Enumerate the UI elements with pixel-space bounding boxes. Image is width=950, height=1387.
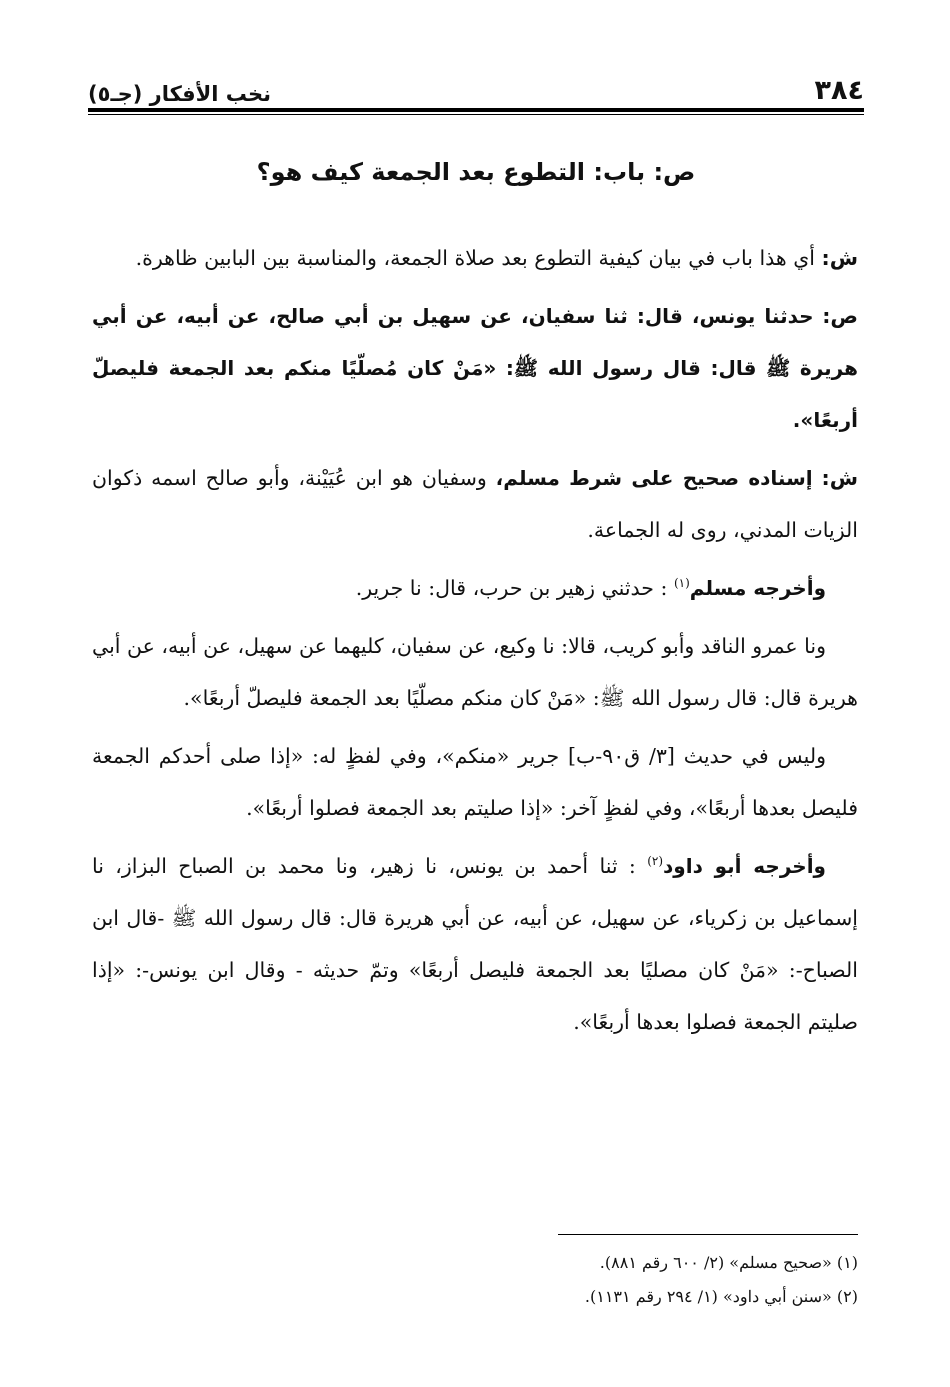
page-number: ٣٨٤ [814,75,864,106]
body-text [92,232,858,1054]
footnotes [92,1246,858,1314]
paragraph-text: وليس في حديث [٣/ ق٩٠-ب] جرير «منكم»، وفي لفظٍ له: «إذا صلى أحدكم الجمعة فليصل بعدها أربعًا»، وفي لفظٍ آخر: «إذا صليتم بعد الجمعة فصلوا أربعًا». [92,744,858,820]
paragraph-sharh-1 [92,232,858,284]
matn-label: ص: [822,304,858,328]
paragraph-text: ونا عمرو الناقد وأبو كريب، قالا: نا وكيع، عن سفيان، كليهما عن سهيل، عن أبيه، عن أبي هريرة قال: قال رسول الله ﷺ: «مَنْ كان منكم مصلّيًا بعد الجمعة فليصلّ أربعًا». [92,634,858,710]
page-header [88,66,864,106]
footnote-ref[interactable]: (١) [673,576,690,591]
paragraph-hadith-matn [92,290,858,446]
footnote: (١) «صحيح مسلم» (٢/ ٦٠٠ رقم ٨٨١). [599,1253,858,1272]
paragraph-sharh-2 [92,452,858,556]
footnote-ref[interactable]: (٢) [647,854,664,869]
header-rule [88,108,864,112]
paragraph-text: وسفيان هو ابن عُيَيْنة، وأبو صالح اسمه ذكوان الزيات المدني، روى له الجماعة. [92,466,858,542]
isnad-grade: إسناده صحيح على شرط مسلم، [495,466,813,490]
paragraph-chain [92,620,858,724]
paragraph-variants [92,730,858,834]
paragraph-text: حدثنا يونس، قال: ثنا سفيان، عن سهيل بن أبي صالح، عن أبيه، عن أبي هريرة ﷺ قال: قال رسول الله ﷺ: «مَنْ كان مُصلّيًا منكم بعد الجمعة فليصلّ أربعًا». [92,304,858,432]
header-rule-thin [88,114,864,115]
source-label: وأخرجه مسلم [689,576,826,600]
source-label: وأخرجه أبو داود [663,854,826,878]
chapter-heading: ص: باب: التطوع بعد الجمعة كيف هو؟ [256,158,696,186]
paragraph-text: أي هذا باب في بيان كيفية التطوع بعد صلاة الجمعة، والمناسبة بين البابين ظاهرة. [135,246,815,270]
sharh-label: ش: [821,466,858,490]
footnote: (٢) «سنن أبي داود» (١/ ٢٩٤ رقم ١١٣١). [584,1287,858,1306]
paragraph-muslim [92,562,858,614]
footnote-rule [558,1234,858,1235]
paragraph-text: : حدثني زهير بن حرب، قال: نا جرير. [355,576,668,600]
paragraph-text: : ثنا أحمد بن يونس، نا زهير، ونا محمد بن الصباح البزاز، نا إسماعيل بن زكرياء، عن سهيل، عن أبيه، عن أبي هريرة قال: قال رسول الله ﷺ -قال ابن الصباح-: «مَنْ كان مصليًا بعد الجمعة فليصل أربعًا» وتمّ حديثه - وقال ابن يونس-: «إذا صليتم الجمعة فصلوا بعدها أربعًا». [92,854,858,1034]
sharh-label: ش: [821,246,858,270]
running-title: نخب الأفكار (جـ٥) [88,82,271,106]
paragraph-abu-dawud [92,840,858,1048]
